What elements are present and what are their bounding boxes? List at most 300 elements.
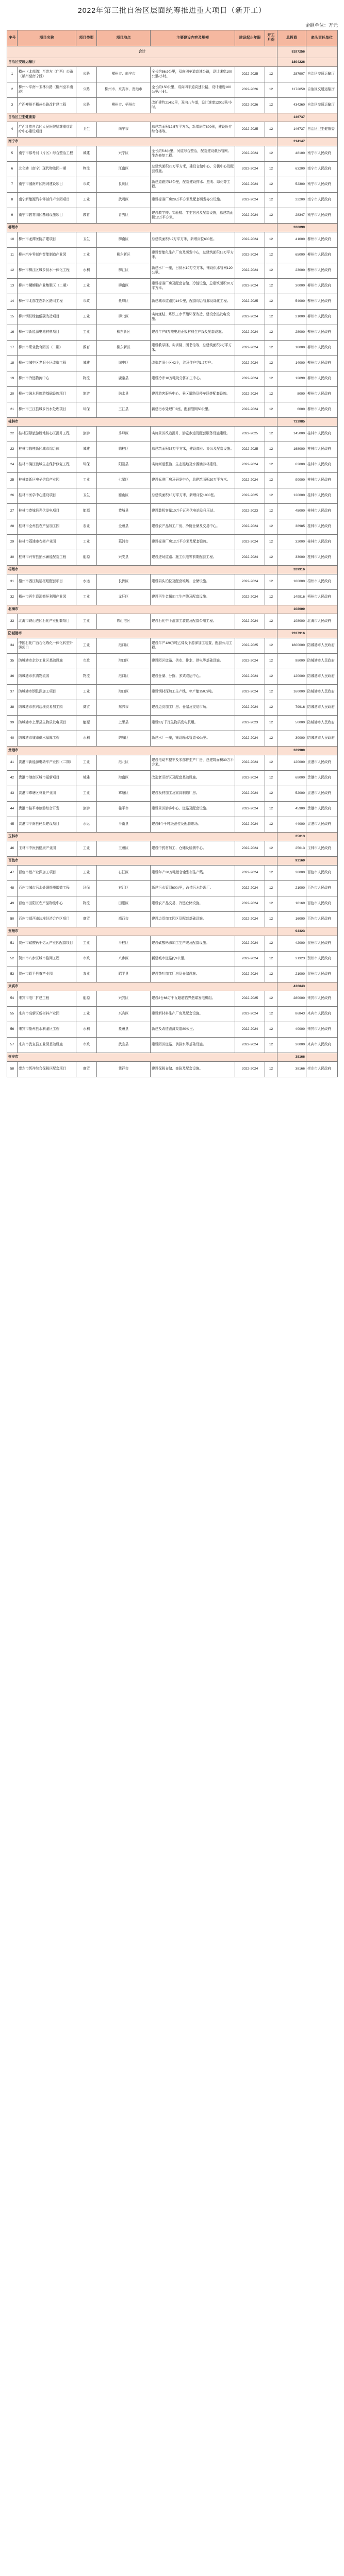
project-name: 玉林市中医药健康产业园 xyxy=(18,841,76,857)
project-type: 公路 xyxy=(76,82,97,98)
project-lead-unit: 桂林市人民政府 xyxy=(306,488,338,504)
project-period: 2022-2024 xyxy=(235,771,265,786)
project-investment: 42000 xyxy=(277,936,306,952)
project-type: 教育 xyxy=(76,208,97,224)
row-number: 49 xyxy=(7,896,18,912)
project-investment: 38166 xyxy=(277,1062,306,1077)
project-lead-unit: 防城港市人民政府 xyxy=(306,638,338,654)
table-row xyxy=(7,279,338,294)
table-row xyxy=(7,967,338,982)
group-amount: 320099 xyxy=(277,224,306,232)
header-name: 项目名称 xyxy=(18,30,76,46)
group-row xyxy=(7,630,338,638)
project-start-month: 12 xyxy=(265,442,277,457)
project-location: 靖西市 xyxy=(97,912,151,927)
table-row xyxy=(7,146,338,162)
project-name: 中国石化广西石化炼化一体化转型升级项目 xyxy=(18,638,76,654)
unit-label: 金额单位：万元 xyxy=(305,23,338,28)
project-location: 铁山港区 xyxy=(97,614,151,630)
table-row xyxy=(7,1062,338,1077)
table-row xyxy=(7,208,338,224)
project-location: 凭祥市 xyxy=(97,1062,151,1077)
project-start-month: 12 xyxy=(265,387,277,402)
row-number: 54 xyxy=(7,991,18,1007)
project-name: 北仑港（南宁）现代物流园一期 xyxy=(18,162,76,177)
project-start-month: 12 xyxy=(265,1007,277,1022)
project-investment: 1800000 xyxy=(277,638,306,654)
project-investment: 180000 xyxy=(277,574,306,590)
project-lead-unit: 桂林市人民政府 xyxy=(306,519,338,535)
group-unit-blank xyxy=(306,58,338,67)
group-name: 崇左市 xyxy=(7,1053,277,1062)
group-amount: 436843 xyxy=(277,982,306,991)
project-investment: 28000 xyxy=(277,325,306,341)
project-start-month: 12 xyxy=(265,991,277,1007)
project-scope: 新建水厂一座，日供水10万立方米，铺设供水管网120公里。 xyxy=(151,263,235,279)
group-row xyxy=(7,58,338,67)
group-row xyxy=(7,138,338,146)
project-scope: 建设茶叶加工厂房及仓储设施。 xyxy=(151,967,235,982)
project-lead-unit: 柳州市人民政府 xyxy=(306,248,338,263)
project-start-month: 12 xyxy=(265,614,277,630)
project-scope: 建设新材料生产厂房及配套设施。 xyxy=(151,1007,235,1022)
project-start-month: 12 xyxy=(265,817,277,833)
project-name: 柳州市北部生态新区路网工程 xyxy=(18,294,76,310)
project-start-month: 12 xyxy=(265,473,277,488)
row-number: 15 xyxy=(7,310,18,325)
project-investment: 28347 xyxy=(277,208,306,224)
project-lead-unit: 南宁市人民政府 xyxy=(306,193,338,208)
project-investment: 16000 xyxy=(277,912,306,927)
row-number: 46 xyxy=(7,841,18,857)
project-scope: 建设智能化生产厂房及研发中心，总建筑面积15万平方米。 xyxy=(151,248,235,263)
project-type: 公路 xyxy=(76,98,97,113)
row-number: 25 xyxy=(7,473,18,488)
project-investment: 98000 xyxy=(277,654,306,669)
row-number: 23 xyxy=(7,442,18,457)
table-row xyxy=(7,310,338,325)
project-name: 贵港市新能源电动车产业园（二期） xyxy=(18,755,76,771)
project-name: 桂林市医学中心建设项目 xyxy=(18,488,76,504)
project-name: 广西壮族自治区人民医院疑难重症诊疗中心建设项目 xyxy=(18,122,76,138)
project-period: 2022-2024 xyxy=(235,263,265,279)
project-lead-unit: 柳州市人民政府 xyxy=(306,294,338,310)
project-location: 柳东新区 xyxy=(97,325,151,341)
project-investment: 33000 xyxy=(277,550,306,566)
project-investment: 31323 xyxy=(277,952,306,967)
project-scope: 新建水厂一座，铺设输水管道40公里。 xyxy=(151,731,235,747)
project-type: 水运 xyxy=(76,817,97,833)
table-row xyxy=(7,519,338,535)
project-period: 2022-2024 xyxy=(235,967,265,982)
group-unit-blank xyxy=(306,418,338,427)
project-scope: 建设板材加工及家具制造厂房。 xyxy=(151,786,235,802)
row-number: 5 xyxy=(7,146,18,162)
table-row xyxy=(7,162,338,177)
project-period: 2022-2024 xyxy=(235,402,265,418)
project-location: 港口区 xyxy=(97,638,151,654)
project-scope: 建设石化中下游加工装置及配套公用工程。 xyxy=(151,614,235,630)
project-name: 柳州市城中区老旧小区改造工程 xyxy=(18,356,76,371)
table-row xyxy=(7,325,338,341)
project-start-month: 12 xyxy=(265,325,277,341)
project-location: 兴宾区 xyxy=(97,1007,151,1022)
project-investment: 41000 xyxy=(277,232,306,248)
group-amount: 93169 xyxy=(277,857,306,866)
project-name: 柳州市冷链物流中心 xyxy=(18,371,76,387)
row-number: 30 xyxy=(7,550,18,566)
project-location: 柳东新区 xyxy=(97,341,151,356)
project-lead-unit: 柳州市人民政府 xyxy=(306,387,338,402)
project-location: 七星区 xyxy=(97,473,151,488)
row-number: 7 xyxy=(7,177,18,193)
project-lead-unit: 南宁市人民政府 xyxy=(306,177,338,193)
project-type: 市政 xyxy=(76,1038,97,1053)
project-period: 2022-2024 xyxy=(235,936,265,952)
group-name: 柳州市 xyxy=(7,224,277,232)
row-number: 21 xyxy=(7,402,18,418)
row-number: 17 xyxy=(7,341,18,356)
row-number: 32 xyxy=(7,590,18,605)
project-location: 港口区 xyxy=(97,654,151,669)
project-scope: 建设农产品交易、冷链仓储设施。 xyxy=(151,896,235,912)
project-scope: 建设碳酸钙深加工生产线及配套设施。 xyxy=(151,936,235,952)
project-name: 柳州市职业教育园区（二期） xyxy=(18,341,76,356)
project-type: 物流 xyxy=(76,669,97,685)
project-scope: 建设游客服务中心、景区道路及停车场等配套设施。 xyxy=(151,387,235,402)
row-number: 13 xyxy=(7,279,18,294)
project-name: 梧州市再生资源循环利用产业园 xyxy=(18,590,76,605)
header-period: 建设起止年限 xyxy=(235,30,265,46)
table-row xyxy=(7,685,338,700)
row-number: 43 xyxy=(7,786,18,802)
project-period: 2022-2024 xyxy=(235,685,265,700)
project-start-month: 12 xyxy=(265,146,277,162)
table-row xyxy=(7,881,338,896)
project-type: 市政 xyxy=(76,177,97,193)
project-investment: 38000 xyxy=(277,866,306,881)
project-location: 覃塘区 xyxy=(97,786,151,802)
project-name: 柳州钢铁绿色低碳改造项目 xyxy=(18,310,76,325)
project-period: 2022-2025 xyxy=(235,294,265,310)
group-name: 自治区交通运输厅 xyxy=(7,58,277,67)
project-location: 防城区 xyxy=(97,731,151,747)
project-start-month: 12 xyxy=(265,590,277,605)
table-row xyxy=(7,371,338,387)
row-number: 29 xyxy=(7,535,18,550)
project-name: 来宾市武宣县工业园基础设施 xyxy=(18,1038,76,1053)
project-type: 工业 xyxy=(76,248,97,263)
project-lead-unit: 梧州市人民政府 xyxy=(306,574,338,590)
project-scope: 建设标准厂房及研发中心，总建筑面积20万平方米。 xyxy=(151,473,235,488)
project-name: 柳州市螺蛳粉产业集聚区（二期） xyxy=(18,279,76,294)
project-start-month: 12 xyxy=(265,294,277,310)
project-name: 柳州汽车零部件智能制造产业园 xyxy=(18,248,76,263)
table-row xyxy=(7,193,338,208)
project-name: 来宾市象州县水利灌区工程 xyxy=(18,1022,76,1038)
project-name: 崇左市凭祥综合保税区配套项目 xyxy=(18,1062,76,1077)
table-row xyxy=(7,341,338,356)
project-start-month: 12 xyxy=(265,731,277,747)
row-number: 19 xyxy=(7,371,18,387)
project-scope: 全长约150公里，双向四车道高速公路，设计速度100公里/小时。 xyxy=(151,82,235,98)
project-type: 物流 xyxy=(76,371,97,387)
project-period: 2022-2023 xyxy=(235,716,265,731)
table-row xyxy=(7,457,338,473)
project-period: 2022-2024 xyxy=(235,841,265,857)
project-type: 城建 xyxy=(76,442,97,457)
project-scope: 新建道路约18公里，配套建设排水、照明、绿化等工程。 xyxy=(151,177,235,193)
project-type: 商贸 xyxy=(76,1062,97,1077)
group-name: 来宾市 xyxy=(7,982,277,991)
row-number: 20 xyxy=(7,387,18,402)
project-type: 水利 xyxy=(76,263,97,279)
project-type: 商贸 xyxy=(76,912,97,927)
row-number: 33 xyxy=(7,614,18,630)
project-lead-unit: 贵港市人民政府 xyxy=(306,755,338,771)
project-period: 2022-2024 xyxy=(235,519,265,535)
project-scope: 新建污水管网60公里，改造污水处理厂。 xyxy=(151,881,235,896)
group-amount: 329916 xyxy=(277,566,306,574)
project-name: 柳州市三江县城乡污水处理项目 xyxy=(18,402,76,418)
project-type: 农业 xyxy=(76,519,97,535)
group-amount: 146737 xyxy=(277,113,306,122)
project-scope: 建设教学楼、实验楼、学生宿舍及配套设施，总建筑面积12万平方米。 xyxy=(151,208,235,224)
group-name: 自治区卫生健康委 xyxy=(7,113,277,122)
project-type: 城建 xyxy=(76,146,97,162)
project-scope: 新建城市道路约14公里，配套综合管廊及绿化工程。 xyxy=(151,294,235,310)
row-number: 55 xyxy=(7,1007,18,1022)
project-location: 八步区 xyxy=(97,952,151,967)
project-investment: 280000 xyxy=(277,991,306,1007)
group-unit-blank xyxy=(306,833,338,841)
project-lead-unit: 梧州市人民政府 xyxy=(306,590,338,605)
project-investment: 120000 xyxy=(277,669,306,685)
project-start-month: 12 xyxy=(265,402,277,418)
project-scope: 建设保税仓储、查验及配套设施。 xyxy=(151,1062,235,1077)
project-name: 梧州市西江航运枢纽配套项目 xyxy=(18,574,76,590)
project-type: 农业 xyxy=(76,967,97,982)
header-no: 序号 xyxy=(7,30,18,46)
project-name: 柳州～平南～玉林公路（柳州至平南段） xyxy=(18,82,76,98)
project-scope: 建设电动车整车及零部件生产厂房，总建筑面积30万平方米。 xyxy=(151,755,235,771)
total-row xyxy=(7,46,338,58)
project-location: 荔浦市 xyxy=(97,535,151,550)
table-row xyxy=(7,122,338,138)
project-investment: 86843 xyxy=(277,1007,306,1022)
project-lead-unit: 桂林市人民政府 xyxy=(306,427,338,442)
table-row xyxy=(7,817,338,833)
project-type: 环保 xyxy=(76,881,97,896)
table-row xyxy=(7,1038,338,1053)
project-location: 恭城县 xyxy=(97,504,151,519)
row-number: 52 xyxy=(7,952,18,967)
project-location: 平南县 xyxy=(97,817,151,833)
project-type: 能源 xyxy=(76,991,97,1007)
project-type: 市政 xyxy=(76,654,97,669)
project-start-month: 12 xyxy=(265,177,277,193)
project-period: 2022-2024 xyxy=(235,325,265,341)
project-period: 2022-2024 xyxy=(235,881,265,896)
total-amount: 8197256 xyxy=(277,46,306,58)
table-row xyxy=(7,177,338,193)
row-number: 51 xyxy=(7,936,18,952)
project-name: 北海市铁山港区石化产业配套项目 xyxy=(18,614,76,630)
project-period: 2022-2025 xyxy=(235,67,265,82)
table-row xyxy=(7,802,338,817)
project-location: 全州县 xyxy=(97,519,151,535)
group-row xyxy=(7,1053,338,1062)
project-type: 工业 xyxy=(76,279,97,294)
project-start-month: 12 xyxy=(265,716,277,731)
row-number: 44 xyxy=(7,802,18,817)
project-scope: 建设农产品加工厂房、冷链仓储及交易中心。 xyxy=(151,519,235,535)
project-investment: 108000 xyxy=(277,614,306,630)
row-number: 40 xyxy=(7,731,18,747)
project-period: 2022-2026 xyxy=(235,82,265,98)
project-start-month: 12 xyxy=(265,263,277,279)
row-number: 14 xyxy=(7,294,18,310)
project-scope: 总建筑面积15万平方米，新增床位1000张。 xyxy=(151,488,235,504)
project-scope: 建设冷库10万吨及分拣加工中心。 xyxy=(151,371,235,387)
project-start-month: 12 xyxy=(265,232,277,248)
project-period: 2022-2026 xyxy=(235,98,265,113)
project-lead-unit: 南宁市人民政府 xyxy=(306,146,338,162)
project-type: 公路 xyxy=(76,67,97,82)
project-location: 昭平县 xyxy=(97,967,151,982)
row-number: 3 xyxy=(7,98,18,113)
project-location: 桂平市 xyxy=(97,802,151,817)
project-lead-unit: 桂林市人民政府 xyxy=(306,550,338,566)
project-period: 2022-2024 xyxy=(235,387,265,402)
project-scope: 建设标准厂房及配套仓储、冷链设施，总建筑面积10万平方米。 xyxy=(151,279,235,294)
project-lead-unit: 百色市人民政府 xyxy=(306,912,338,927)
project-period: 2022-2024 xyxy=(235,786,265,802)
project-name: 柳州市新能源电池材料项目 xyxy=(18,325,76,341)
header-location: 项目地点 xyxy=(97,30,151,46)
project-location: 横州市、南宁市 xyxy=(97,67,151,82)
project-lead-unit: 防城港市人民政府 xyxy=(306,700,338,716)
project-scope: 全长约56.9公里，双向四车道高速公路，设计速度100公里/小时。 xyxy=(151,67,235,82)
header-investment: 总投资 xyxy=(277,30,306,46)
row-number: 47 xyxy=(7,866,18,881)
project-start-month: 12 xyxy=(265,936,277,952)
table-row xyxy=(7,590,338,605)
group-amount: 94323 xyxy=(277,927,306,936)
project-period: 2022-2024 xyxy=(235,755,265,771)
project-type: 水利 xyxy=(76,1022,97,1038)
project-location: 阳朔县 xyxy=(97,457,151,473)
project-lead-unit: 百色市人民政府 xyxy=(306,866,338,881)
project-type: 工业 xyxy=(76,614,97,630)
project-start-month: 12 xyxy=(265,638,277,654)
project-location: 象州县 xyxy=(97,1022,151,1038)
row-number: 4 xyxy=(7,122,18,138)
group-name: 南宁市 xyxy=(7,138,277,146)
project-start-month: 12 xyxy=(265,669,277,685)
project-investment: 18169 xyxy=(277,896,306,912)
project-period: 2022-2024 xyxy=(235,177,265,193)
project-start-month: 12 xyxy=(265,98,277,113)
project-period: 2022-2024 xyxy=(235,371,265,387)
group-unit-blank xyxy=(306,113,338,122)
project-name: 贺州市昭平县茶产业园 xyxy=(18,967,76,982)
project-name: 防城港市城市供水保障工程 xyxy=(18,731,76,747)
project-investment: 52300 xyxy=(277,177,306,193)
project-location: 武宣县 xyxy=(97,1038,151,1053)
project-period: 2022-2025 xyxy=(235,427,265,442)
project-type: 工业 xyxy=(76,685,97,700)
project-name: 来宾市高新区新材料产业园 xyxy=(18,1007,76,1022)
project-period: 2022-2024 xyxy=(235,912,265,927)
project-type: 工业 xyxy=(76,535,97,550)
project-location: 鹿寨县 xyxy=(97,371,151,387)
project-type: 能源 xyxy=(76,716,97,731)
project-lead-unit: 防城港市人民政府 xyxy=(306,669,338,685)
project-lead-unit: 自治区卫生健康委 xyxy=(306,122,338,138)
project-scope: 改造老旧小区42个，涉及住户约1.2万户。 xyxy=(151,356,235,371)
group-amount: 2337916 xyxy=(277,630,306,638)
project-name: 南宁市那考河（片区）综合整治工程 xyxy=(18,146,76,162)
project-investment: 90000 xyxy=(277,473,306,488)
project-investment: 30000 xyxy=(277,1038,306,1053)
project-type: 物流 xyxy=(76,162,97,177)
project-investment: 145000 xyxy=(277,427,306,442)
project-period: 2022-2024 xyxy=(235,1022,265,1038)
project-lead-unit: 贵港市人民政府 xyxy=(306,802,338,817)
row-number: 27 xyxy=(7,504,18,519)
project-investment: 45000 xyxy=(277,504,306,519)
project-investment: 120000 xyxy=(277,755,306,771)
table-row xyxy=(7,896,338,912)
project-type: 能源 xyxy=(76,550,97,566)
project-investment: 22200 xyxy=(277,193,306,208)
project-start-month: 12 xyxy=(265,356,277,371)
project-period: 2022-2023 xyxy=(235,504,265,519)
project-location: 柳江区 xyxy=(97,263,151,279)
project-name: 桂林国际旅游胜地核心区提升工程 xyxy=(18,427,76,442)
project-lead-unit: 贵港市人民政府 xyxy=(306,771,338,786)
table-row xyxy=(7,488,338,504)
project-location: 右江区 xyxy=(97,866,151,881)
project-start-month: 12 xyxy=(265,162,277,177)
table-row xyxy=(7,991,338,1007)
project-lead-unit: 自治区交通运输厅 xyxy=(306,98,338,113)
project-type: 环保 xyxy=(76,402,97,418)
project-start-month: 12 xyxy=(265,802,277,817)
project-lead-unit: 玉林市人民政府 xyxy=(306,841,338,857)
project-start-month: 12 xyxy=(265,896,277,912)
table-row xyxy=(7,841,338,857)
row-number: 39 xyxy=(7,716,18,731)
project-type: 工业 xyxy=(76,866,97,881)
row-number: 22 xyxy=(7,427,18,442)
project-investment: 6000 xyxy=(277,402,306,418)
group-name: 北海市 xyxy=(7,605,277,614)
project-location: 田阳区 xyxy=(97,896,151,912)
project-scope: 实施烧结、炼铁工序节能环保改造，建设余热发电设施。 xyxy=(151,310,235,325)
project-scope: 总建筑面积12.5万平方米，新增床位800张，建设医疗综合楼等。 xyxy=(151,122,235,138)
project-name: 桂林市临桂新区城市综合体 xyxy=(18,442,76,457)
project-period: 2022-2024 xyxy=(235,248,265,263)
project-name: 贵港市桂平市旅游综合开发 xyxy=(18,802,76,817)
project-type: 工业 xyxy=(76,193,97,208)
project-name: 贺州市八步区城市路网工程 xyxy=(18,952,76,967)
row-number: 24 xyxy=(7,457,18,473)
group-row xyxy=(7,418,338,427)
project-investment: 32000 xyxy=(277,535,306,550)
project-name: 防城港市钢铁深加工项目 xyxy=(18,685,76,700)
